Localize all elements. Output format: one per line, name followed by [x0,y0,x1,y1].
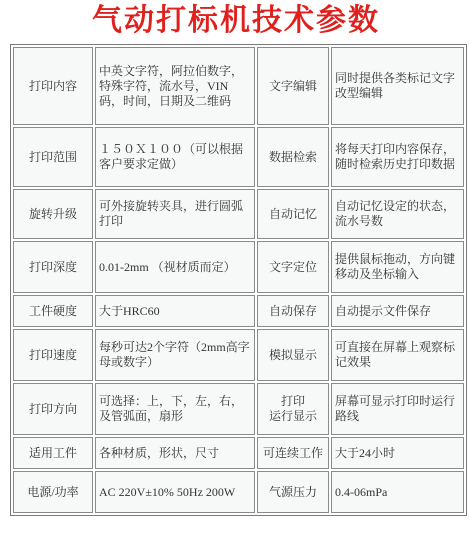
spec-value: 可直接在屏幕上观察标记效果 [331,329,464,381]
spec-value: １５０Ｘ１００（可以根据客户要求定做） [95,127,255,187]
spec-value: 提供鼠标拖动，方向键移动及坐标输入 [331,241,464,293]
spec-label: 工件硬度 [13,295,93,327]
spec-label: 可连续工作 [257,437,329,469]
spec-label: 打印内容 [13,47,93,125]
table-row [13,295,464,327]
spec-value: 屏幕可显示打印时运行路线 [331,383,464,435]
table-row [13,329,464,381]
spec-value: 大于24小时 [331,437,464,469]
table-row [13,189,464,239]
page-title: 气动打标机技术参数 [92,3,380,38]
spec-value: 0.4-06mPa [331,471,464,513]
spec-value: 中英文字符，阿拉伯数字，特殊字符，流水号，VIN码，时间，日期及二维码 [95,47,255,125]
table-row [13,437,464,469]
spec-value: 可选择：上，下，左，右，及管弧面，扇形 [95,383,255,435]
spec-label: 模拟显示 [257,329,329,381]
spec-value: 0.01-2mm （视材质而定） [95,241,255,293]
spec-label: 自动保存 [257,295,329,327]
table-row [13,241,464,293]
spec-label: 打印 运行显示 [257,383,329,435]
spec-value: 将每天打印内容保存，随时检索历史打印数据 [331,127,464,187]
spec-value: 每秒可达2个字符（2mm高字母或数字） [95,329,255,381]
table-row [13,383,464,435]
spec-label: 旋转升级 [13,189,93,239]
spec-value: 同时提供各类标记文字改型编辑 [331,47,464,125]
spec-label: 打印速度 [13,329,93,381]
spec-label: 打印方向 [13,383,93,435]
spec-label: 电源/功率 [13,471,93,513]
spec-value: 可外接旋转夹具，进行圆弧打印 [95,189,255,239]
spec-table [10,44,467,516]
spec-value: 各种材质，形状，尺寸 [95,437,255,469]
spec-label: 自动记忆 [257,189,329,239]
spec-label: 适用工件 [13,437,93,469]
spec-value: 大于HRC60 [95,295,255,327]
spec-label: 打印范围 [13,127,93,187]
spec-label: 文字定位 [257,241,329,293]
spec-label: 数据检索 [257,127,329,187]
spec-label: 打印深度 [13,241,93,293]
table-row [13,47,464,125]
table-row [13,127,464,187]
spec-value: 自动记忆设定的状态，流水号数 [331,189,464,239]
spec-value: AC 220V±10% 50Hz 200W [95,471,255,513]
spec-label: 文字编辑 [257,47,329,125]
table-row [13,471,464,513]
spec-value: 自动提示文件保存 [331,295,464,327]
spec-label: 气源压力 [257,471,329,513]
